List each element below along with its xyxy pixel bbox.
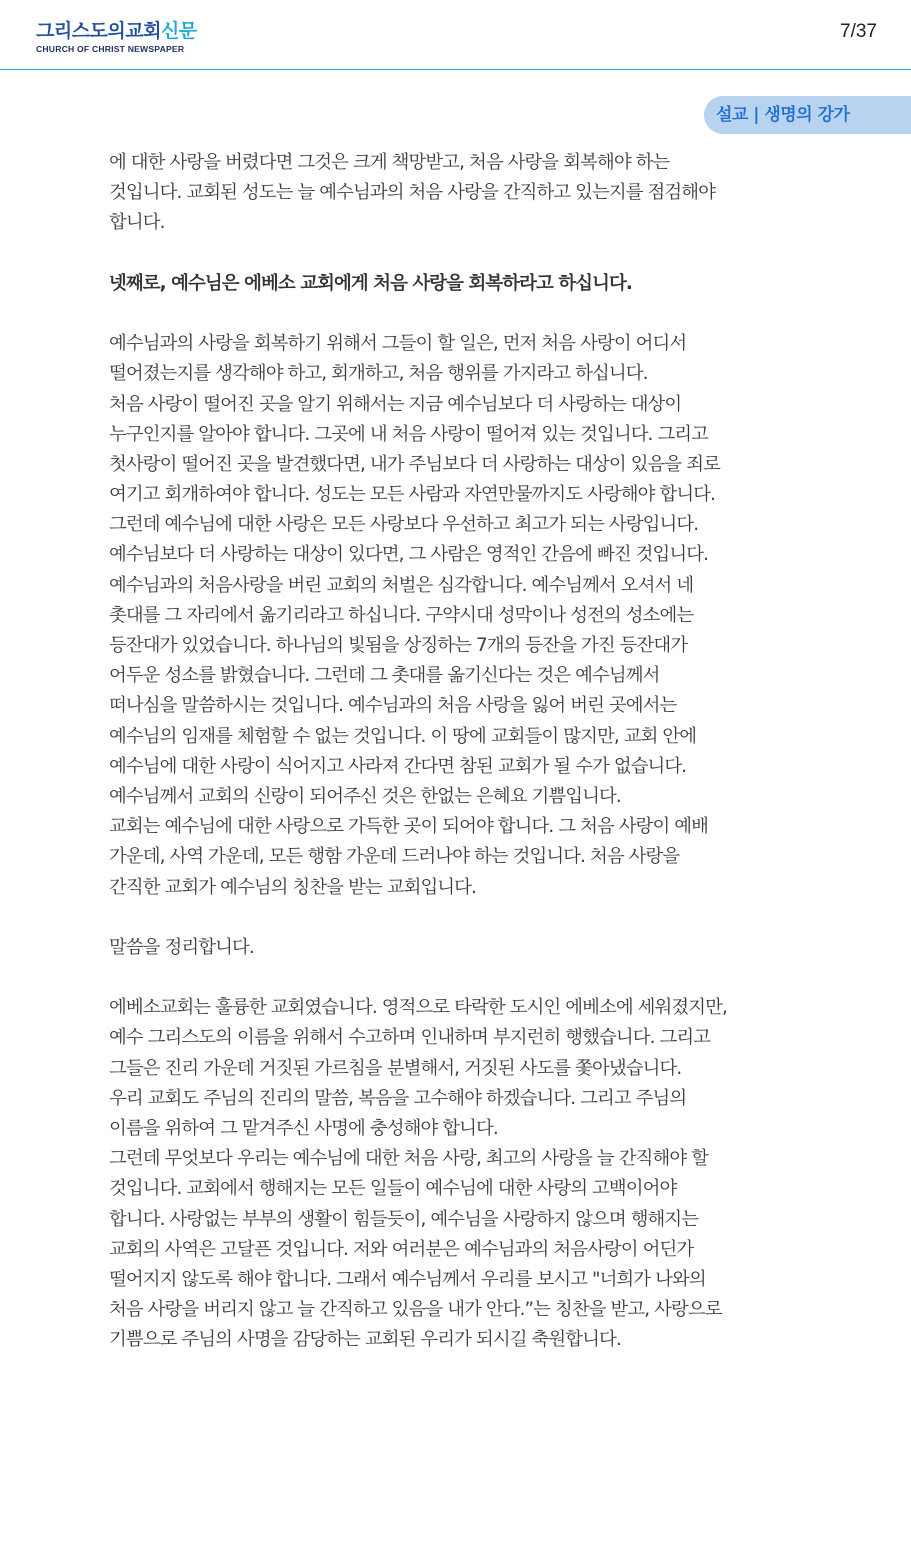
text-line: 그런데 무엇보다 우리는 예수님에 대한 처음 사랑, 최고의 사랑을 늘 간직해야 할	[109, 1148, 709, 1170]
paragraph	[109, 993, 809, 1355]
section-tab: 설교 | 생명의 강가	[704, 96, 911, 134]
text-line: 것입니다. 교회된 성도는 늘 예수님과의 처음 사랑을 간직하고 있는지를 점검해야	[109, 182, 716, 204]
text-line: 떠나심을 말씀하시는 것입니다. 예수님과의 처음 사랑을 잃어 버린 곳에서는	[109, 695, 677, 717]
text-line: 예수님보다 더 사랑하는 대상이 있다면, 그 사람은 영적인 간음에 빠진 것입니다.	[109, 544, 709, 566]
text-line: 예수님과의 처음사랑을 버린 교회의 처벌은 심각합니다. 예수님께서 오셔서 네	[109, 574, 694, 596]
logo-english-title: CHURCH OF CHRIST NEWSPAPER	[36, 44, 185, 54]
text-line: 등잔대가 있었습니다. 하나님의 빛됨을 상징하는 7개의 등잔을 가진 등잔대가	[109, 635, 688, 656]
paragraph	[109, 933, 809, 963]
text-line: 것입니다. 교회에서 행해지는 모든 일들이 예수님에 대한 사랑의 고백이어야	[109, 1178, 677, 1200]
section-heading	[109, 269, 809, 299]
text-line: 그들은 진리 가운데 거짓된 가르침을 분별해서, 거짓된 사도를 쫓아냈습니다.	[109, 1057, 682, 1079]
text-line: 떨어지지 않도록 해야 합니다. 그래서 예수님께서 우리를 보시고 "너희가 나와의	[109, 1268, 706, 1290]
paragraph-gap	[109, 963, 809, 993]
paragraph	[109, 148, 809, 239]
text-line: 떨어졌는지를 생각해야 하고, 회개하고, 처음 행위를 가지라고 하십니다.	[109, 363, 648, 385]
paragraph-gap	[109, 239, 809, 269]
text-line: 예수님께서 교회의 신랑이 되어주신 것은 한없는 은혜요 기쁨입니다.	[109, 785, 621, 807]
logo-korean-title	[36, 20, 197, 42]
article-body	[109, 148, 809, 1356]
text-line: 간직한 교회가 예수님의 칭찬을 받는 교회입니다.	[109, 876, 476, 898]
text-line: 처음 사랑을 버리지 않고 늘 간직하고 있음을 내가 안다.”는 칭찬을 받고, 사랑으로	[109, 1299, 722, 1321]
paragraph	[109, 329, 809, 903]
text-line: 예수님에 대한 사랑이 식어지고 사라져 간다면 참된 교회가 될 수가 없습니다.	[109, 755, 687, 777]
text-line: 기쁨으로 주님의 사명을 감당하는 교회된 우리가 되시길 축원합니다.	[109, 1329, 621, 1351]
paragraph-gap	[109, 299, 809, 329]
text-line: 이름을 위하여 그 맡겨주신 사명에 충성해야 합니다.	[109, 1118, 498, 1139]
text-line: 에 대한 사랑을 버렸다면 그것은 크게 책망받고, 처음 사랑을 회복해야 하는	[109, 152, 670, 173]
text-line: 교회의 사역은 고달픈 것입니다. 저와 여러분은 예수님과의 처음사랑이 어딘가	[109, 1238, 694, 1260]
text-line: 말씀을 정리합니다.	[109, 936, 254, 958]
text-line: 예수 그리스도의 이름을 위해서 수고하며 인내하며 부지런히 행했습니다. 그리고	[109, 1027, 711, 1049]
newspaper-logo[interactable]	[36, 20, 197, 54]
text-line: 누구인지를 알아야 합니다. 그곳에 내 처음 사랑이 떨어져 있는 것입니다. 그리고	[109, 423, 709, 445]
text-line: 합니다.	[109, 212, 165, 234]
page-number: 7/37	[840, 21, 877, 42]
text-line: 어두운 성소를 밝혔습니다. 그런데 그 촛대를 옮기신다는 것은 예수님께서	[109, 665, 660, 687]
text-line: 그런데 예수님에 대한 사랑은 모든 사랑보다 우선하고 최고가 되는 사랑입니다.	[109, 514, 699, 536]
text-line: 촛대를 그 자리에서 옮기리라고 하십니다. 구약시대 성막이나 성전의 성소에는	[109, 604, 694, 626]
logo-korean-main: 그리스도의교회	[36, 20, 161, 42]
text-line: 처음 사랑이 떨어진 곳을 알기 위해서는 지금 예수님보다 더 사랑하는 대상이	[109, 393, 682, 415]
text-line: 가운데, 사역 가운데, 모든 행함 가운데 드러나야 하는 것입니다. 처음 사랑을	[109, 846, 680, 868]
page-header	[0, 0, 911, 70]
text-line: 여기고 회개하여야 합니다. 성도는 모든 사람과 자연만물까지도 사랑해야 합니다.	[109, 484, 716, 506]
text-line: 에베소교회는 훌륭한 교회였습니다. 영적으로 타락한 도시인 에베소에 세워졌지만,	[109, 997, 727, 1019]
text-line: 교회는 예수님에 대한 사랑으로 가득한 곳이 되어야 합니다. 그 처음 사랑이 예배	[109, 816, 709, 838]
text-line: 넷째로, 예수님은 에베소 교회에게 처음 사랑을 회복하라고 하십니다.	[109, 272, 632, 294]
text-line: 예수님의 임재를 체험할 수 없는 것입니다. 이 땅에 교회들이 많지만, 교회 안에	[109, 725, 697, 747]
text-line: 첫사랑이 떨어진 곳을 발견했다면, 내가 주님보다 더 사랑하는 대상이 있음을 죄로	[109, 453, 720, 475]
text-line: 우리 교회도 주님의 진리의 말씀, 복음을 고수해야 하겠습니다. 그리고 주님의	[109, 1087, 687, 1109]
paragraph-gap	[109, 903, 809, 933]
text-line: 예수님과의 사랑을 회복하기 위해서 그들이 할 일은, 먼저 처음 사랑이 어디서	[109, 333, 687, 355]
text-line: 합니다. 사랑없는 부부의 생활이 힘들듯이, 예수님을 사랑하지 않으며 행해지는	[109, 1208, 699, 1230]
logo-korean-accent: 신문	[160, 20, 197, 42]
